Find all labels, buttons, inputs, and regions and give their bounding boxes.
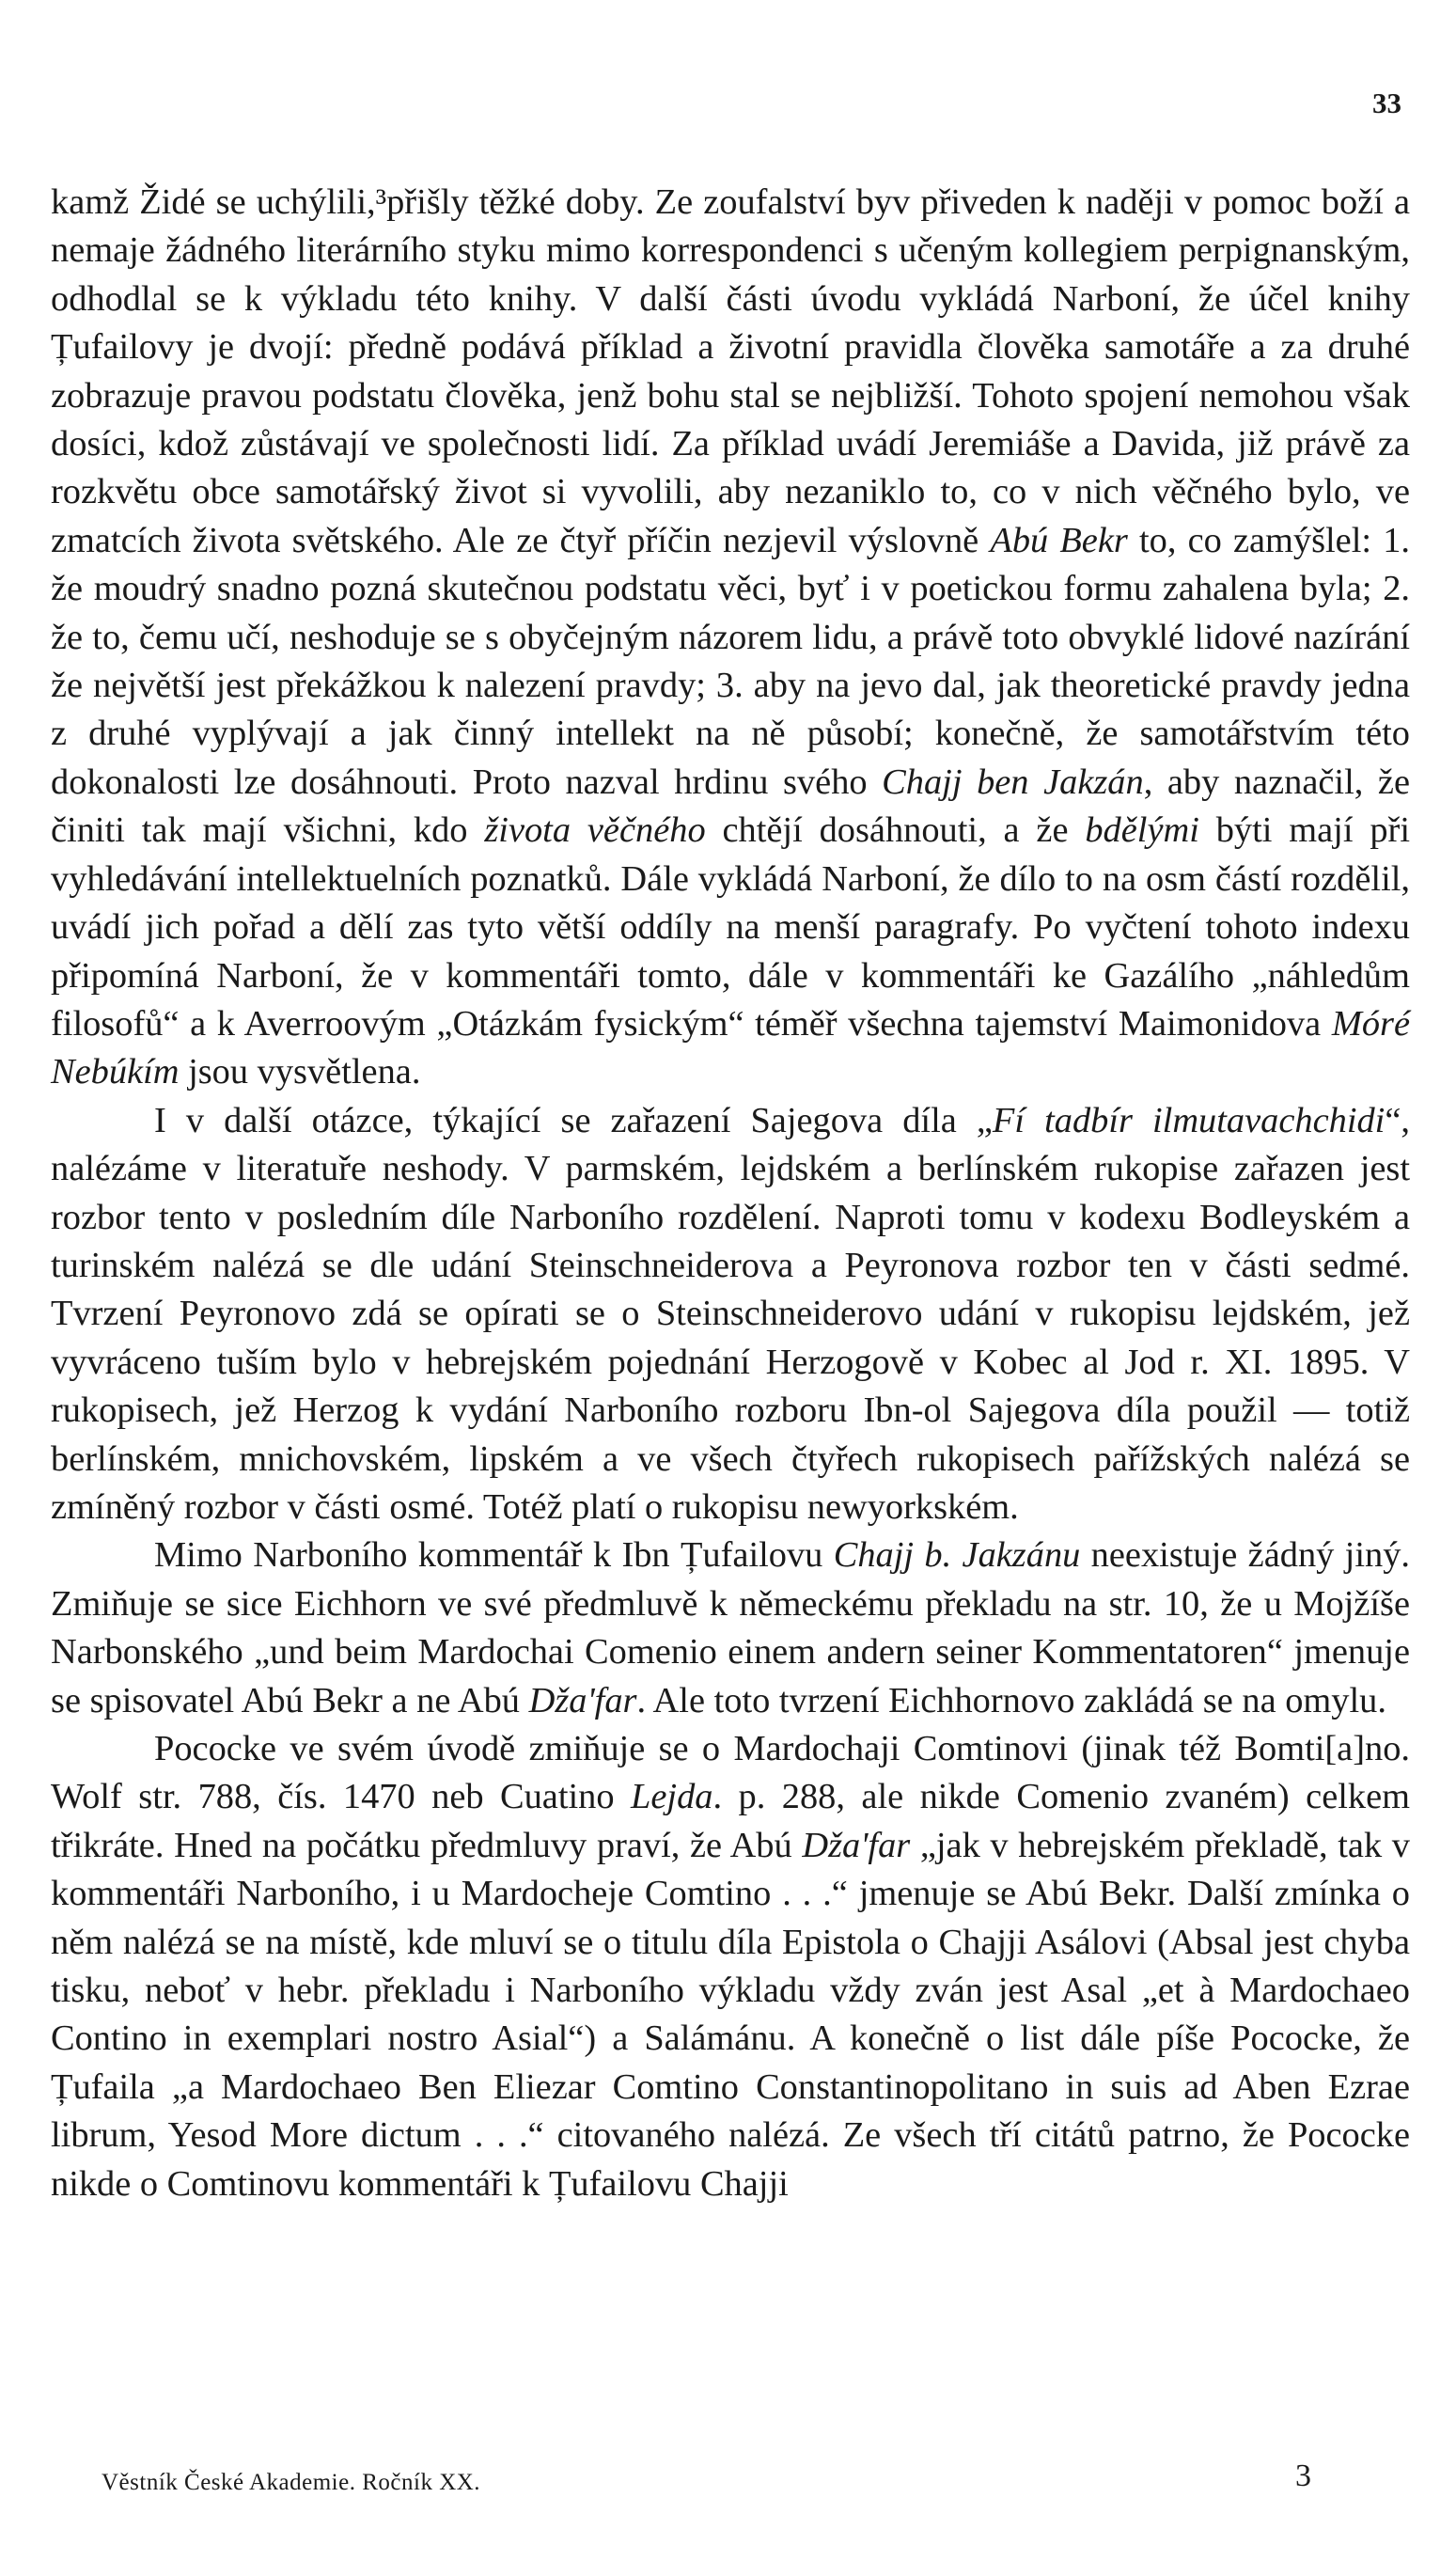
paragraph-1: kamž Židé se uchýlili,³přišly těžké doby. Ze zoufalství byv přiveden k naději v pomoc boží a nemaje žádného literárního styku mimo korrespondenci s učeným kollegiem perpignanským, odhodlal se k výkladu této knihy. V další části úvodu vykládá Narboní, že účel knihy Țufailovy je dvojí: předně podává příklad a životní pravidla člověka samotáře a za druhé zobrazuje pravou podstatu člověka, jenž bohu stal se nejbližší. Tohoto spojení nemohou však dosíci, kdož zůstávají ve společnosti lidí. Za příklad uvádí Jeremiáše a Davida, již právě za rozkvětu obce samotářský život si vyvolili, aby nezaniklo to, co v nich věčného bylo, ve zmatcích života světského. Ale ze čtyř příčin nezjevil výslovně Abú Bekr to, co zamýšlel: 1. že moudrý snadno pozná skutečnou podstatu věci, byť i v poetickou formu zahalena byla; 2. že to, čemu učí, neshoduje se s obyčejným názorem lidu, a právě toto obvyklé lidové nazírání že největší jest překážkou k nalezení pravdy; 3. aby na jevo dal, jak theoretické pravdy jedna z druhé vyplývají a jak činný intellekt na ně působí; konečně, že samotářstvím této dokonalosti lze dosáhnouti. Proto nazval hrdinu svého Chajj ben Jakzán, aby naznačil, že činiti tak mají všichni, kdo života věčného chtějí dosáhnouti, a že bdělými býti mají při vyhledávání intellektuelních poznatků. Dále vykládá Narboní, že dílo to na osm částí rozdělil, uvádí jich pořad a dělí zas tyto větší oddíly na menší paragrafy. Po vyčtení tohoto indexu připomíná Narboní, že v kommentáři tomto, dále v kommentáři ke Gazálího „náhledům filosofů“ a k Averroovým „Otázkám fysickým“ téměř všechna tajemství Maimonidova Móré Nebúkím jsou vysvětlena. <box>51 182 1411 1092</box>
paragraph-4: Pococke ve svém úvodě zmiňuje se o Mardochaji Comtinovi (jinak též Bomti[a]no. Wolf str. 788, čís. 1470 neb Cuatino Lejda. p. 288, ale nikde Comenio zvaném) celkem třikráte. Hned na počátku předmluvy praví, že Abú Dža'far „jak v hebrejském překladě, tak v kommentáři Narboního, i u Mardocheje Comtino . . .“ jmenuje se Abú Bekr. Další zmínka o něm nalézá se na místě, kde mluví se o titulu díla Epistola o Chajji Asálovi (Absal jest chyba tisku, neboť v hebr. překladu i Narboního výkladu vždy zván jest Asal „et à Mardochaeo Contino in exemplari nostro Asial“) a Salámánu. A konečně o list dále píše Pococke, že Țufaila „a Mardochaeo Ben Eliezar Comtino Constantinopolitano in suis ad Aben Ezrae librum, Yesod More dictum . . .“ citovaného nalézá. Ze všech tří citátů patrno, že Pococke nikde o Comtinovu kommentáři k Țufailovu Chajji <box>51 1729 1410 2204</box>
journal-footer: Věstník České Akademie. Ročník XX. <box>102 2470 481 2495</box>
paragraph-2: I v další otázce, týkající se zařazení Sajegova díla „Fí tadbír ilmutavachchidi“, nalézáme v literatuře neshody. V parmském, lejdském a berlínském rukopise zařazen jest rozbor tento v posledním díle Narboního rozdělení. Naproti tomu v kodexu Bodleyském a turinském nalézá se dle udání Steinschneiderova a Peyronova rozbor ten v části sedmé. Tvrzení Peyronovo zdá se opírati se o Steinschneiderovo udání v rukopisu lejdském, jež vyvráceno tuším bylo v hebrejském pojednání Herzogově v Kobec al Jod r. XI. 1895. V rukopisech, jež Herzog k vydání Narboního rozboru Ibn-ol Sajegova díla použil — totiž berlínském, mnichovském, lipském a ve všech čtyřech rukopisech pařížských nalézá se zmíněný rozbor v části osmé. Totéž platí o rukopisu newyorkském. <box>51 1100 1410 1527</box>
page-number: 33 <box>1372 86 1401 119</box>
body-text <box>51 179 1410 2208</box>
signature-number: 3 <box>1295 2458 1311 2493</box>
paragraph-3: Mimo Narboního kommentář k Ibn Țufailovu Chajj b. Jakzánu neexistuje žádný jiný. Zmiňuje se sice Eichhorn ve své předmluvě k německému překladu na str. 10, že u Mojžíše Narbonského „und beim Mardochai Comenio einem andern seiner Kommentatoren“ jmenuje se spisovatel Abú Bekr a ne Abú Dža'far. Ale toto tvrzení Eichhornovo zakládá se na omylu. <box>51 1535 1411 1720</box>
